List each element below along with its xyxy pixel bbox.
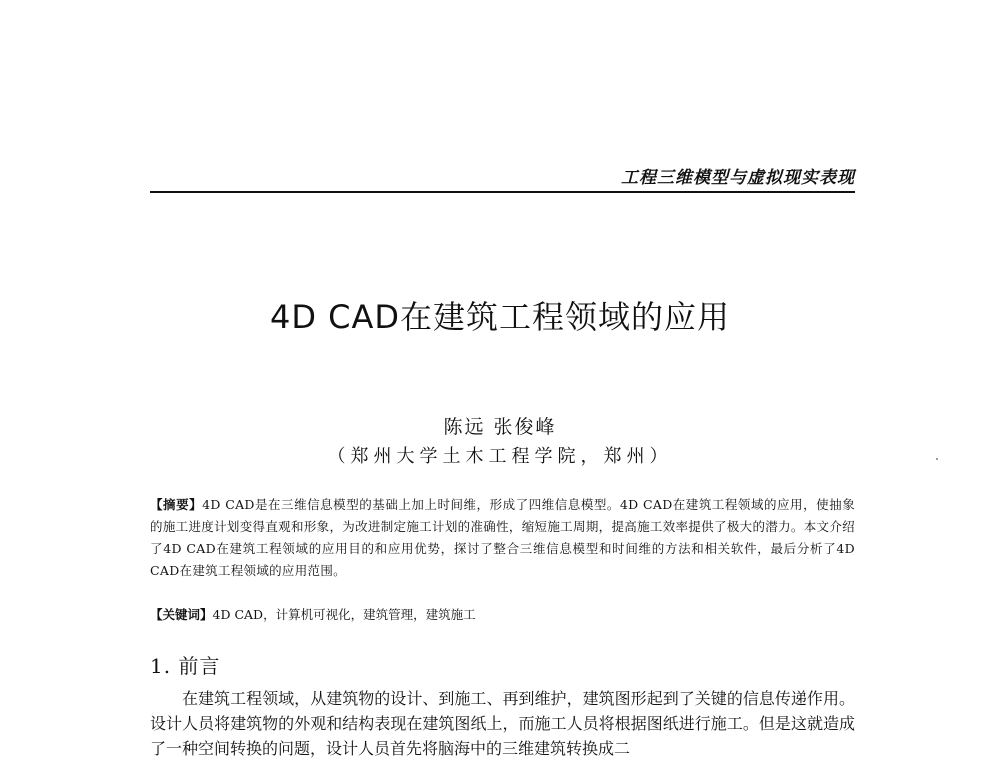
running-header-title: 工程三维模型与虚拟现实表现 [621,168,855,188]
section-heading-introduction: 1. 前言 [150,654,221,678]
abstract [150,494,855,582]
abstract-text: 4D CAD是在三维信息模型的基础上加上时间维，形成了四维信息模型。4D CAD在建筑工程领域的应用，使抽象的施工进度计划变得直观和形象，为改进制定施工计划的准确性，缩短施工周期，提高施工效率提供了极大的潜力。本文介绍了4D CAD在建筑工程领域的应用目的和应用优势，探讨了整合三维信息模型和时间维的方法和相关软件，最后分析了4D CAD在建筑工程领域的应用范围。 [150,497,855,578]
body-paragraph: 在建筑工程领域，从建筑物的设计、到施工、再到维护，建筑图形起到了关键的信息传递作用。设计人员将建筑物的外观和结构表现在建筑图纸上，而施工人员将根据图纸进行施工。但是这就造成了一种空间转换的问题，设计人员首先将脑海中的三维建筑转换成二 [150,689,855,758]
abstract-label: 【摘要】 [150,497,203,512]
paper-authors: 陈远 张俊峰 [443,416,557,438]
paper-affiliation: （郑州大学土木工程学院，郑州） [327,446,673,467]
scan-speck [936,458,938,460]
keywords-text: 4D CAD，计算机可视化，建筑管理，建筑施工 [212,607,476,622]
paper-title: 4D CAD在建筑工程领域的应用 [269,298,731,336]
keywords [150,604,855,626]
keywords-label: 【关键词】 [150,607,213,622]
running-header [150,163,855,193]
